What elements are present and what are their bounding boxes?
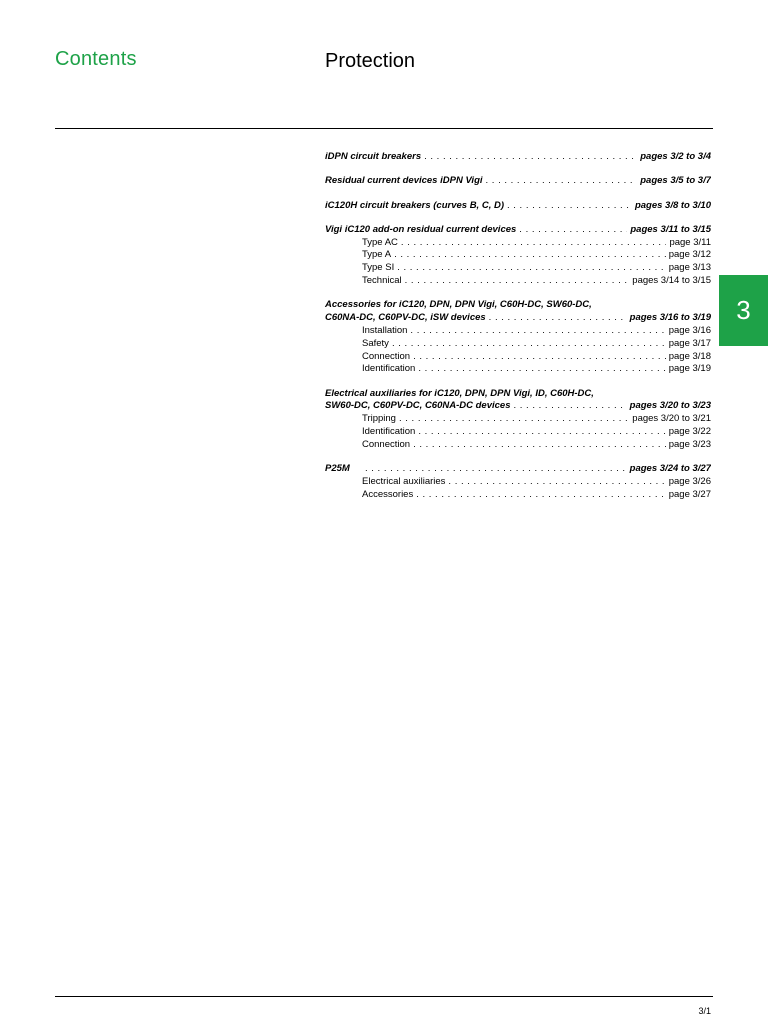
toc-entry-heading[interactable] [325,224,711,237]
leader-dots [424,151,637,164]
toc-entry-title: P25M [325,463,350,475]
toc-subentry-page: page 3/12 [668,249,711,261]
toc-subentry-label: Tripping [362,413,396,425]
toc-entry-heading[interactable] [325,312,711,325]
leader-dots [392,338,666,351]
top-divider [55,128,713,129]
toc-subentry[interactable] [325,275,711,288]
page-number: 3/1 [698,1006,711,1016]
leader-dots [413,439,666,452]
toc-section [325,224,711,288]
toc-subentry[interactable] [325,325,711,338]
leader-dots [401,237,667,250]
toc-section [325,463,711,501]
toc-subentry-label: Accessories [362,488,414,500]
toc-entry-heading[interactable] [325,200,711,213]
toc-entry-pages: pages 3/2 to 3/4 [640,151,711,162]
toc-subentry[interactable] [325,476,711,489]
toc-entry-heading[interactable] [325,175,711,188]
contents-heading: Contents [55,48,137,70]
toc-entry-pages: pages 3/11 to 3/15 [630,223,711,235]
toc-subentry-label: Identification [362,363,416,375]
toc-subentry-label: Safety [362,337,389,349]
leader-dots [413,351,666,364]
toc-subentry-page: page 3/27 [668,488,711,500]
toc-subentry-page: page 3/26 [668,475,711,487]
toc-section [325,200,711,213]
toc-subentry-label: Type A [362,249,392,261]
toc-section [325,388,711,452]
toc-subentry-label: Connection [362,438,411,450]
toc-subentry-page: page 3/13 [668,262,711,274]
leader-dots [397,262,666,275]
page-title: Protection [325,50,416,72]
toc-entry-heading[interactable] [325,400,711,413]
toc-subentry[interactable] [325,363,711,376]
toc-subentry[interactable] [325,413,711,426]
toc-subentry[interactable] [325,439,711,452]
toc-subentry[interactable] [325,351,711,364]
leader-dots [448,476,665,489]
toc-subentry-page: page 3/22 [668,426,711,438]
toc-entry-pages: pages 3/5 to 3/7 [640,175,711,187]
toc-subentry-page: pages 3/20 to 3/21 [632,413,711,425]
toc-entry-title: Vigi iC120 add-on residual current devices [325,223,517,235]
toc-entry-pages: pages 3/16 to 3/19 [629,312,711,324]
toc-subentry-label: Installation [362,324,408,336]
chapter-tab-label: 3 [736,295,751,325]
toc-subentry-page: pages 3/14 to 3/15 [632,275,711,287]
toc-entry-pages: pages 3/8 to 3/10 [634,199,711,211]
toc-subentry[interactable] [325,262,711,275]
toc-subentry[interactable] [325,237,711,250]
toc-subentry-page: page 3/17 [668,337,711,349]
toc-subentry-label: Type SI [362,262,395,274]
toc-subentry[interactable] [325,338,711,351]
toc-subentry-page: page 3/18 [668,350,711,362]
toc-entry-title-line[interactable]: Accessories for iC120, DPN, DPN Vigi, C60H-DC, SW60-DC, [325,299,592,311]
leader-dots [418,363,665,376]
toc-entry-title: SW60-DC, C60PV-DC, C60NA-DC devices [325,400,511,412]
leader-dots [405,275,630,288]
leader-dots [394,249,666,262]
leader-dots [365,463,627,476]
toc-subentry[interactable] [325,489,711,502]
toc-subentry-page: page 3/19 [668,363,711,375]
leader-dots [486,175,638,188]
toc-subentry-label: Technical [362,275,402,287]
toc-entry-title: C60NA-DC, C60PV-DC, iSW devices [325,312,486,324]
bottom-divider [55,996,713,997]
toc-entry-pages: pages 3/24 to 3/27 [629,463,711,475]
leader-dots [418,426,665,439]
toc-subentry-page: page 3/11 [669,236,711,248]
toc-subentry-label: Type AC [362,236,398,248]
toc-section [325,151,711,164]
toc-entry-title-line[interactable]: Electrical auxiliaries for iC120, DPN, DPN Vigi, ID, C60H-DC, [325,387,594,399]
leader-dots [519,224,627,237]
leader-dots [513,400,626,413]
toc-entry-title: iDPN circuit breakers [325,151,422,162]
toc-entry-pages: pages 3/20 to 3/23 [629,400,711,412]
table-of-contents [325,151,711,513]
toc-subentry-label: Connection [362,350,411,362]
toc-entry-title: Residual current devices iDPN Vigi [325,175,483,187]
toc-subentry[interactable] [325,249,711,262]
toc-subentry-label: Electrical auxiliaries [362,475,446,487]
toc-entry-heading[interactable] [325,151,711,164]
toc-subentry-page: page 3/23 [668,438,711,450]
leader-dots [416,489,666,502]
toc-section [325,299,711,376]
toc-subentry-label: Identification [362,426,416,438]
leader-dots [410,325,665,338]
toc-entry-heading[interactable] [325,463,711,476]
toc-subentry-page: page 3/16 [668,324,711,336]
leader-dots [399,413,629,426]
leader-dots [489,312,627,325]
leader-dots [507,200,632,213]
toc-entry-title: iC120H circuit breakers (curves B, C, D) [325,199,504,211]
toc-subentry[interactable] [325,426,711,439]
chapter-tab [719,275,768,346]
toc-section [325,175,711,188]
